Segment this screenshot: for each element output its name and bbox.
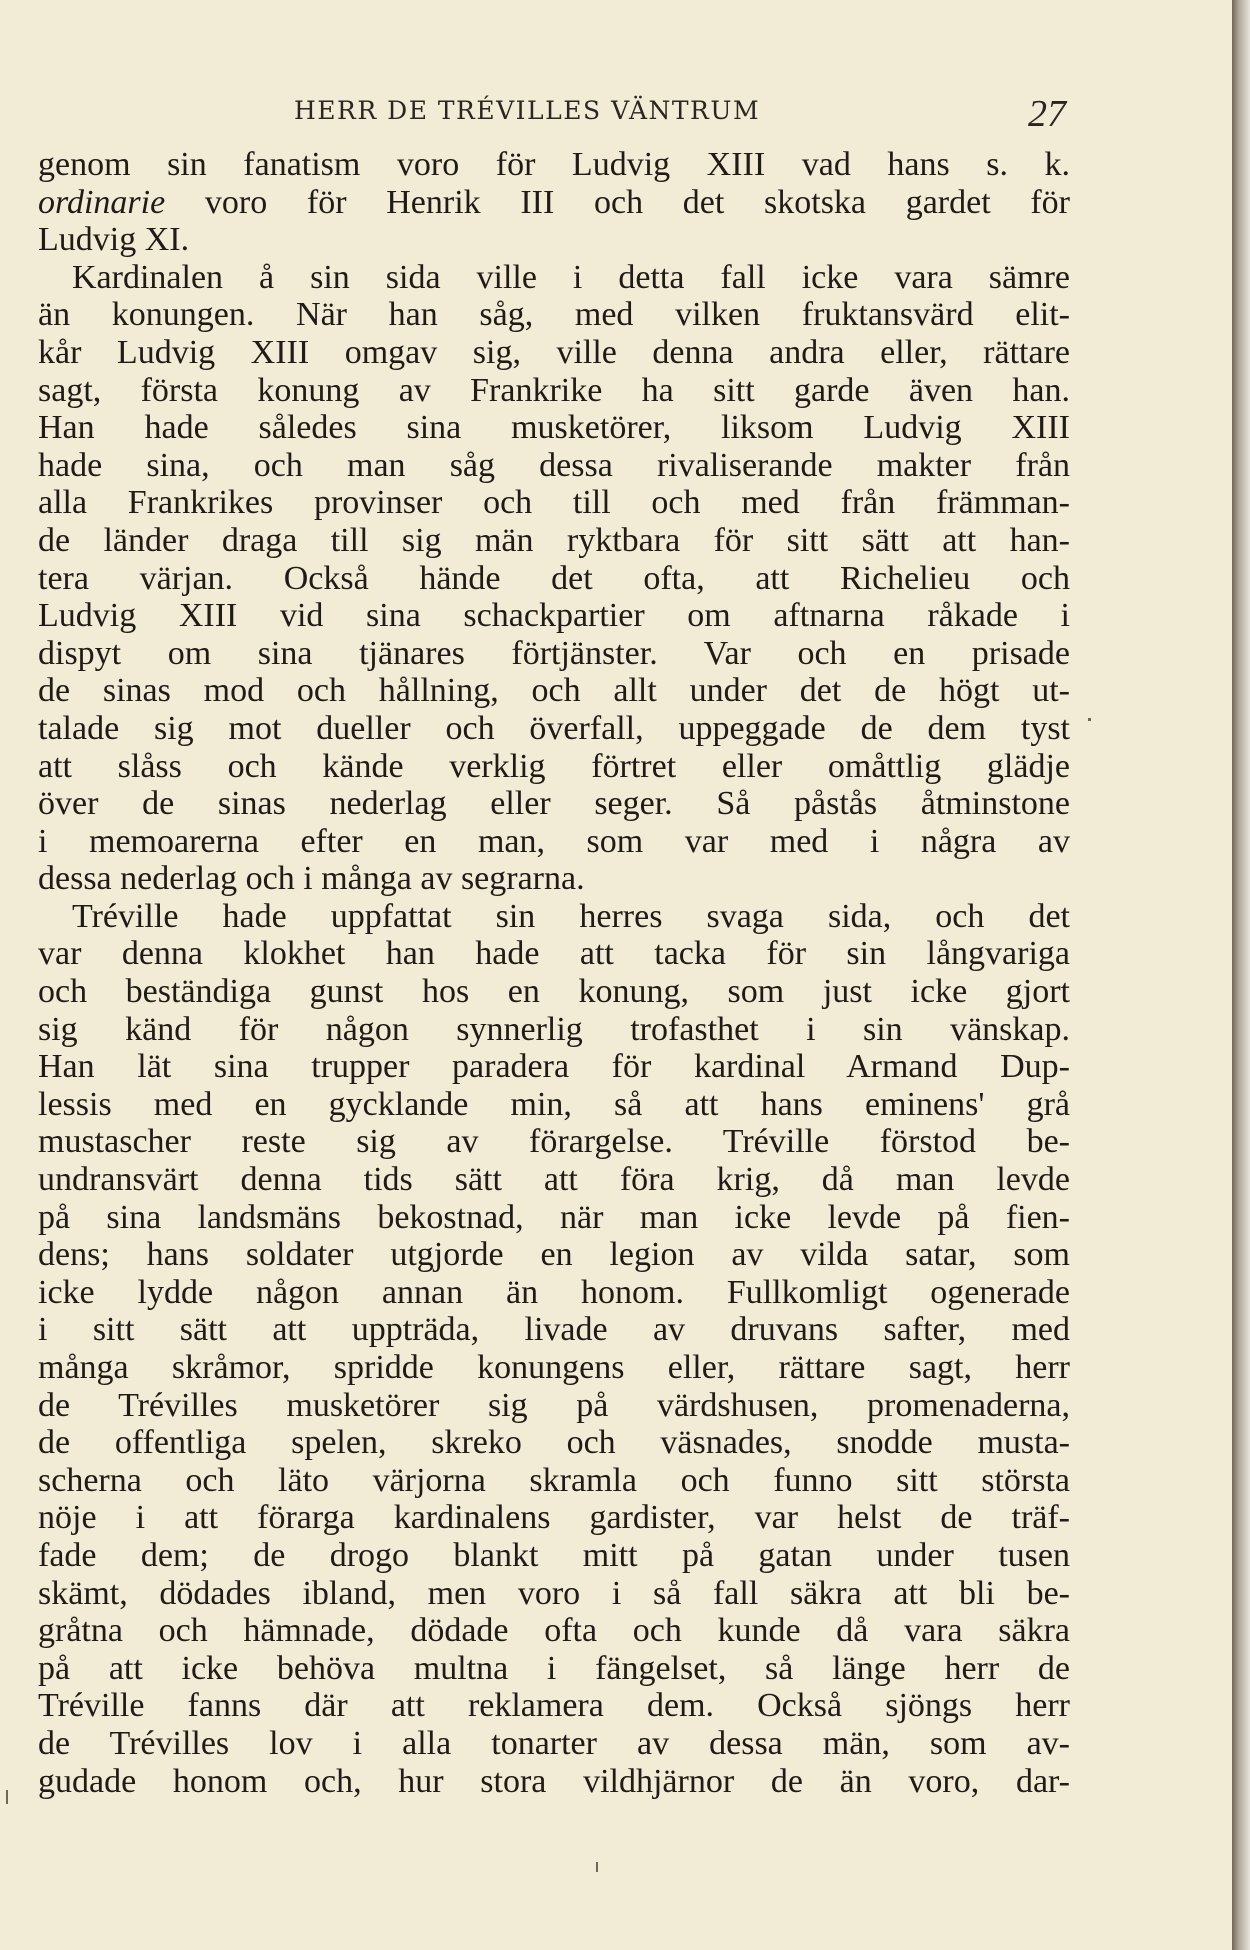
text-line: genom sin fanatism voro för Ludvig XIII vad hans s. k. — [38, 146, 1070, 183]
text-line: alla Frankrikes provinser och till och med från främman- — [38, 484, 1070, 522]
text-line: på sina landsmäns bekostnad, när man icke levde på fien- — [38, 1198, 1070, 1236]
text-line: dessa nederlag och i många av segrarna. — [38, 860, 585, 898]
text-line: än konungen. När han såg, med vilken fruktansvärd elit- — [38, 296, 1070, 334]
text-line: och beständiga gunst hos en konung, som just icke gjort — [38, 973, 1070, 1011]
text-line: Kardinalen å sin sida ville i detta fall icke vara sämre — [72, 258, 1070, 296]
page-number: 27 — [1028, 93, 1066, 135]
scan-speck — [596, 1862, 598, 1872]
text-line — [38, 184, 1070, 222]
text-line: de sinas mod och hållning, och allt under det de högt ut- — [38, 672, 1070, 710]
text-line: gråtna och hämnade, dödade ofta och kunde då vara säkra — [38, 1612, 1070, 1650]
scan-speck — [6, 1790, 8, 1804]
text-line: Han hade således sina musketörer, liksom Ludvig XIII — [38, 409, 1070, 447]
text-line: många skråmor, spridde konungens eller, rättare sagt, herr — [38, 1349, 1070, 1386]
text-line: mustascher reste sig av förargelse. Tréville förstod be- — [38, 1123, 1070, 1161]
text-line: icke lydde någon annan än honom. Fullkomligt ogenerade — [38, 1273, 1070, 1311]
text-line: fade dem; de drogo blankt mitt på gatan under tusen — [38, 1536, 1070, 1574]
text-line: talade sig mot dueller och överfall, uppeggade de dem tyst — [38, 709, 1070, 747]
text-line: gudade honom och, hur stora vildhjärnor de än voro, dar- — [38, 1762, 1070, 1800]
text-line: på att icke behöva multna i fängelset, så länge herr de — [38, 1649, 1070, 1687]
text-line: Tréville hade uppfattat sin herres svaga sida, och det — [72, 897, 1070, 935]
text-line: undransvärt denna tids sätt att föra krig, då man levde — [38, 1161, 1070, 1199]
body-text — [38, 146, 1070, 1800]
text-line: de länder draga till sig män ryktbara för sitt sätt att han- — [38, 521, 1070, 559]
text-line: Han lät sina trupper paradera för kardinal Armand Dup- — [38, 1048, 1070, 1086]
scan-speck — [1088, 718, 1091, 721]
text-line: de Trévilles musketörer sig på värdshusen, promenaderna, — [38, 1386, 1070, 1424]
text-line: var denna klokhet han hade att tacka för sin långvariga — [38, 935, 1070, 973]
page-header — [0, 92, 1232, 136]
text-line: i memoarerna efter en man, som var med i några av — [38, 822, 1070, 860]
running-title: HERR DE TRÉVILLES VÄNTRUM — [294, 96, 761, 125]
text-line: sagt, första konung av Frankrike ha sitt garde även han. — [38, 371, 1070, 409]
text-line: Ludvig XI. — [38, 221, 190, 259]
italic-term: ordinarie — [38, 183, 166, 221]
text-line: i sitt sätt att uppträda, livade av druvans safter, med — [38, 1311, 1070, 1349]
text-line-rest: voro för Henrik III och det skotska gardet för — [204, 183, 1070, 221]
text-line: lessis med en gycklande min, så att hans eminens' grå — [38, 1085, 1070, 1123]
text-line: hade sina, och man såg dessa rivaliserande makter från — [38, 446, 1070, 484]
text-line: Ludvig XIII vid sina schackpartier om aftnarna råkade i — [38, 597, 1070, 635]
text-line: kår Ludvig XIII omgav sig, ville denna andra eller, rättare — [38, 333, 1070, 371]
text-line: skämt, dödades ibland, men voro i så fall säkra att bli be- — [38, 1574, 1070, 1612]
text-line: tera värjan. Också hände det ofta, att Richelieu och — [38, 559, 1070, 597]
page-binding-edge — [1232, 0, 1250, 1950]
text-line: över de sinas nederlag eller seger. Så påstås åtminstone — [38, 785, 1070, 823]
text-line: de Trévilles lov i alla tonarter av dessa män, som av- — [38, 1724, 1070, 1762]
text-line: att slåss och kände verklig förtret eller omåttlig glädje — [38, 747, 1070, 785]
text-line: dens; hans soldater utgjorde en legion av vilda satar, som — [38, 1236, 1070, 1274]
text-line: de offentliga spelen, skreko och väsnades, snodde musta- — [38, 1424, 1070, 1462]
text-line: dispyt om sina tjänares förtjänster. Var och en prisade — [38, 634, 1070, 672]
text-line: scherna och läto värjorna skramla och funno sitt största — [38, 1461, 1070, 1499]
text-line: nöje i att förarga kardinalens gardister, var helst de träf- — [38, 1499, 1070, 1537]
text-line: sig känd för någon synnerlig trofasthet i sin vänskap. — [38, 1010, 1070, 1048]
text-line: Tréville fanns där att reklamera dem. Också sjöngs herr — [38, 1687, 1070, 1725]
